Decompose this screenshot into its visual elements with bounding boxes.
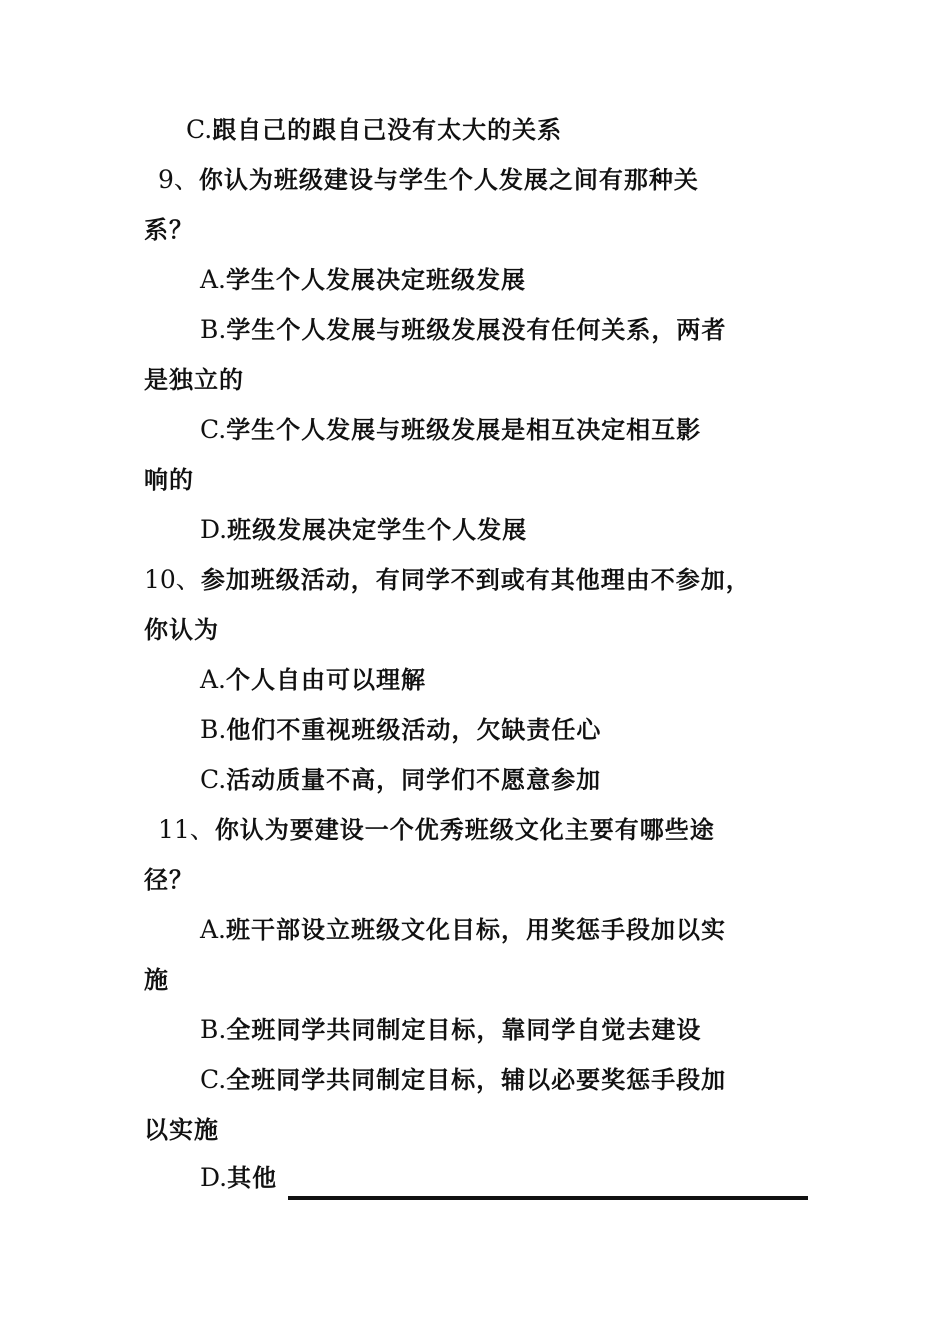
q11-option-d <box>200 1153 277 1203</box>
option-text: 学生个人发展与班级发展是相互决定相互影 <box>226 416 702 444</box>
q11-stem-continued <box>144 855 194 905</box>
option-text: 施 <box>144 966 169 994</box>
option-mark: B. <box>200 315 227 344</box>
option-text: 个人自由可以理解 <box>226 666 427 694</box>
q11-option-a-continued <box>144 955 169 1005</box>
q9-option-d <box>200 505 527 555</box>
option-text: 活动质量不高，同学们不愿意参加 <box>226 766 602 794</box>
option-text: 全班同学共同制定目标，辅以必要奖惩手段加 <box>226 1066 727 1094</box>
q9-stem <box>158 155 699 205</box>
option-mark: D. <box>200 1163 228 1192</box>
option-text: 他们不重视班级活动，欠缺责任心 <box>226 716 602 744</box>
q10-option-c <box>200 755 601 805</box>
option-text: 响的 <box>144 466 194 494</box>
q9-option-a <box>200 255 526 305</box>
q11-option-c-continued <box>144 1105 219 1155</box>
question-stem-text: 你认为 <box>144 616 219 644</box>
q9-option-b <box>200 305 726 355</box>
option-mark: B. <box>200 1015 227 1044</box>
option-text: 班干部设立班级文化目标，用奖惩手段加以实 <box>226 916 727 944</box>
question-stem-text: 径？ <box>144 866 194 894</box>
option-mark: C. <box>200 1065 227 1094</box>
question-stem-text: 参加班级活动，有同学不到或有其他理由不参加， <box>200 566 751 594</box>
q9-option-c <box>200 405 701 455</box>
question-stem-text: 你认为班级建设与学生个人发展之间有那种关 <box>198 166 699 194</box>
option-mark: A. <box>200 665 227 694</box>
q8-option-c <box>186 105 562 155</box>
option-text: 学生个人发展与班级发展没有任何关系，两者 <box>226 316 727 344</box>
option-text: 班级发展决定学生个人发展 <box>227 516 528 544</box>
option-text: 跟自己的跟自己没有太大的关系 <box>212 116 563 144</box>
q10-option-b <box>200 705 601 755</box>
q11-option-a <box>200 905 726 955</box>
option-text: 学生个人发展决定班级发展 <box>226 266 527 294</box>
q10-stem <box>144 555 751 605</box>
question-number: 10、 <box>144 565 201 594</box>
q11-stem <box>158 805 715 855</box>
option-text: 是独立的 <box>144 366 244 394</box>
q11-option-b <box>200 1005 701 1055</box>
q9-option-b-continued <box>144 355 244 405</box>
option-mark: A. <box>200 265 227 294</box>
q10-stem-continued <box>144 605 219 655</box>
question-stem-text: 系？ <box>144 216 194 244</box>
q9-stem-continued <box>144 205 194 255</box>
question-stem-text: 你认为要建设一个优秀班级文化主要有哪些途 <box>214 816 715 844</box>
question-number: 9、 <box>158 165 199 194</box>
option-mark: C. <box>200 765 227 794</box>
option-text: 以实施 <box>144 1116 219 1144</box>
option-mark: B. <box>200 715 227 744</box>
question-number: 11、 <box>158 815 215 844</box>
option-mark: A. <box>200 915 227 944</box>
option-mark: C. <box>186 115 213 144</box>
option-text: 全班同学共同制定目标，靠同学自觉去建设 <box>226 1016 702 1044</box>
q11-option-c <box>200 1055 726 1105</box>
q10-option-a <box>200 655 426 705</box>
fill-in-blank-line <box>288 1196 808 1200</box>
option-mark: C. <box>200 415 227 444</box>
option-mark: D. <box>200 515 228 544</box>
q9-option-c-continued <box>144 455 194 505</box>
option-text: 其他 <box>227 1164 278 1192</box>
